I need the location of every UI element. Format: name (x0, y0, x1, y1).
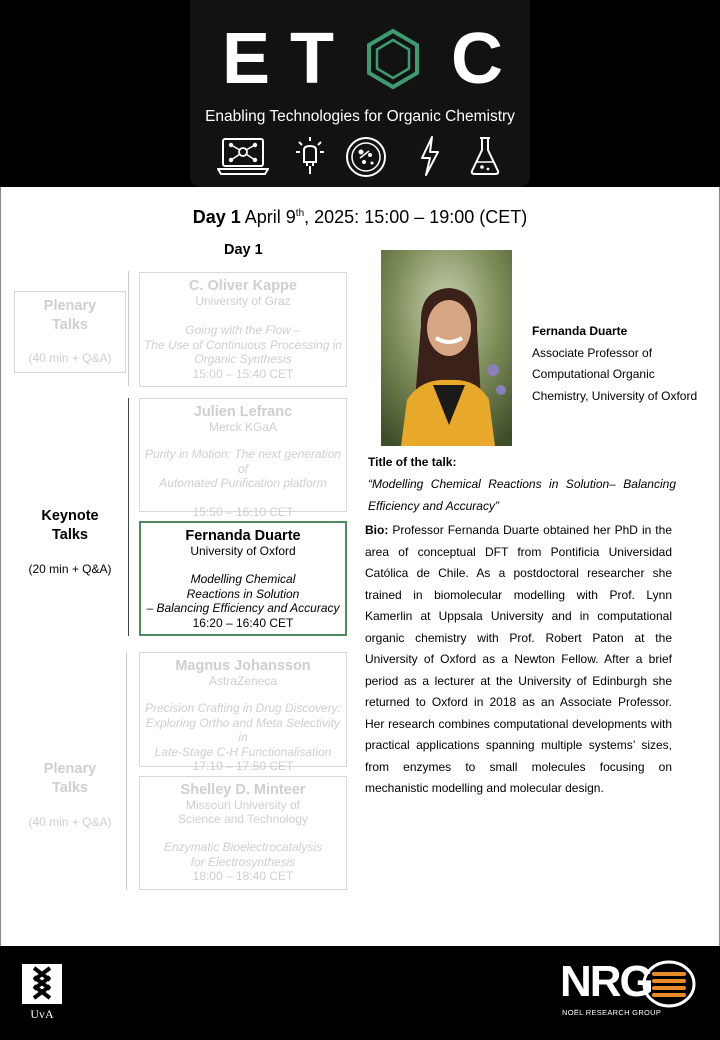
talk-title-label: Title of the talk: (368, 455, 457, 469)
speaker-info: Fernanda Duarte Associate Professor of Computational Organic Chemistry, University of Oxford (532, 324, 698, 403)
light-bulb-icon (294, 136, 326, 176)
talk-time: 16:20 – 16:40 CET (192, 615, 294, 630)
talk-title: Enzymatic Bioelectrocatalysis for Electrosynthesis (163, 840, 323, 869)
affiliation: University of Graz (195, 294, 291, 308)
uva-crosses-icon (22, 964, 62, 1004)
uva-logo (22, 964, 62, 1004)
speaker-name: Fernanda Duarte (185, 528, 301, 544)
speaker-name: C. Oliver Kappe (189, 278, 297, 294)
plenary-bottom-duration: (40 min + Q&A) (28, 815, 112, 829)
keynote-label: Keynote Talks (41, 508, 99, 543)
talk-title: Purity in Motion: The next generation of Automated Purification platform (144, 447, 342, 490)
nrg-logo (560, 958, 700, 1018)
laptop-network-icon (217, 136, 269, 176)
flask-icon (469, 136, 501, 176)
talk-title: Going with the Flow – The Use of Continuous Processing in Organic Synthesis (143, 323, 343, 366)
nrg-coil-icon (642, 960, 696, 1008)
plenary-top-label: Plenary Talks (43, 298, 97, 333)
talk-title: Modelling Chemical Reactions in Solution – Balancing Efficiency and Accuracy (146, 572, 340, 615)
etoc-tagline: Enabling Technologies for Organic Chemistry (205, 108, 515, 125)
uva-label: UvA (30, 1007, 54, 1021)
talk-time: 15:00 – 15:40 CET (192, 366, 294, 381)
column-header: Day 1 (224, 242, 263, 258)
divider-line-top (128, 271, 129, 386)
talk-title-text: “Modelling Chemical Reactions in Solution– Balancing Efficiency and Accuracy” (368, 477, 676, 513)
divider-line-keynote (128, 398, 129, 636)
header-banner (0, 0, 720, 187)
affiliation: AstraZeneca (208, 674, 278, 688)
speaker-photo (381, 250, 512, 446)
talk-title: Precision Crafting in Drug Discovery: Exploring Ortho and Meta Selectivity in Late-Stage C-H Functionalisation (144, 701, 342, 759)
icon-row (190, 136, 530, 178)
etoc-logo (190, 0, 530, 187)
hexagon-icon (362, 28, 424, 90)
logo-letter-t: T (290, 19, 334, 99)
talk-time: 18:00 – 18:40 CET (192, 869, 294, 883)
lightning-icon (419, 136, 441, 176)
day-title: Day 1 April 9th, 2025: 15:00 – 19:00 (CET) (192, 207, 528, 227)
footer (0, 946, 720, 1040)
affiliation: University of Oxford (190, 544, 296, 558)
talk-card-johansson[interactable] (139, 652, 347, 773)
nrg-subtitle: NOËL RESEARCH GROUP (562, 1008, 662, 1017)
keynote-duration: (20 min + Q&A) (28, 562, 112, 576)
logo-letter-c: C (451, 19, 503, 99)
talk-card-minteer[interactable] (139, 776, 347, 890)
speaker-info-name: Fernanda Duarte (532, 324, 628, 338)
talk-time: 15:50 – 16:10 CET (192, 504, 294, 519)
talk-card-kappe[interactable] (139, 272, 347, 387)
talk-card-lefranc[interactable] (139, 398, 347, 519)
plenary-bottom-label: Plenary Talks (43, 761, 97, 796)
plenary-top-duration: (40 min + Q&A) (28, 351, 112, 365)
petri-dish-icon (345, 136, 387, 178)
speaker-name: Magnus Johansson (175, 658, 311, 674)
speaker-name: Julien Lefranc (193, 404, 293, 420)
logo-letter-e: E (222, 19, 271, 99)
affiliation: Missouri University of Science and Technology (178, 798, 308, 826)
speaker-bio: Bio: Professor Fernanda Duarte obtained her PhD in the area of conceptual DFT from Pontificia Universidad Católica de Chile. As a postdoctoral researcher she trained in biomolecular modelling with Prof. Lynn Kamerlin at Uppsala University and in computational organic chemistry with Prof. Robert Paton at the University of Oxford as a Newton Fellow. After a brief period as a lecturer at the University of Edinburgh she returned to Oxford in 2018 as an Associate Professor. Her research combines computational developments with practical applications spanning multiple systems’ sizes, from enzymes to small molecules focusing on mechanistic modelling and molecular design. (365, 523, 672, 795)
nrg-wordmark: NRG (560, 957, 652, 1006)
divider-line-bottom (126, 652, 127, 890)
talk-card-duarte[interactable] (139, 521, 347, 636)
etoc-wordmark (190, 19, 530, 99)
affiliation: Merck KGaA (208, 420, 277, 434)
talk-time: 17:10 – 17:50 CET (192, 759, 294, 773)
speaker-name: Shelley D. Minteer (180, 782, 306, 798)
